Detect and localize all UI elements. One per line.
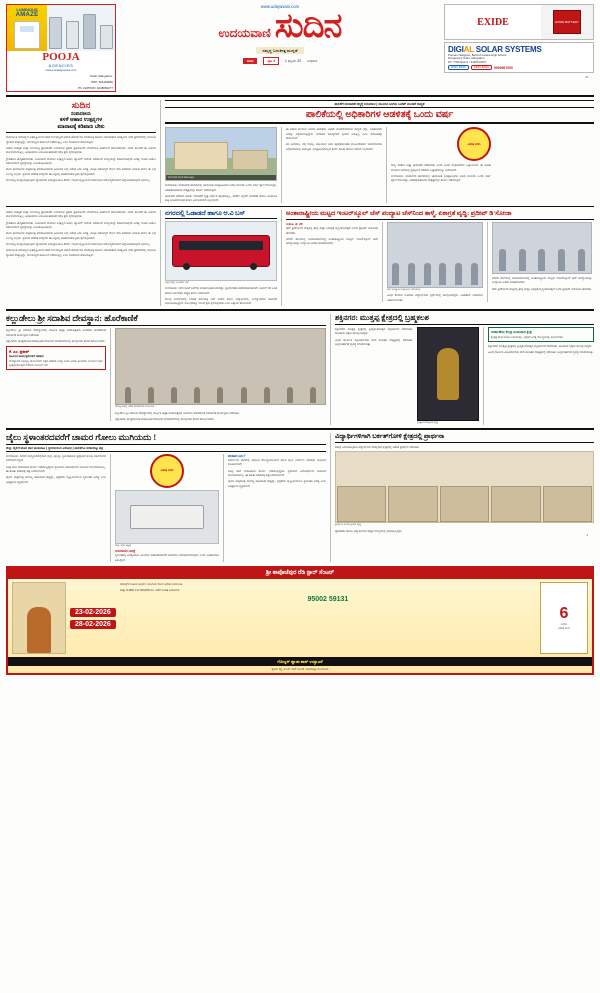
- shaktinagar-rule: [335, 324, 594, 325]
- content-area: [0, 97, 600, 562]
- luminous-amaze-badge: [7, 5, 47, 51]
- masthead-weekday: ಬುಧವಾರ: [306, 59, 318, 63]
- masthead-price-label: ಸುದಿನ: [243, 58, 258, 64]
- editorial-para-6: ಆಹಾರ ಸುರಕ್ಷತೆ ಮತ್ತು ಗುಣಮಟ್ಟ ಪ್ರಾಧಿಕಾರದ ನಿಯಮಗಳ ಪ್ರಕಾರ ಪ್ರತಿಯೊಂದು ಮಳಿಗೆಯೂ ಪರವಾನಿಗೆ ಹೊಂದಿರಬೇಕು. ಆದರೆ ಹಲವೆಡೆ ಈ ನಿಯಮ ಪಾಲನೆಯಾಗುತ್ತಿಲ್ಲ. ಅಧಿಕಾರಿಗಳು ನಿಯಮಿತ ತಪಾಸಣೆ ನಡೆಸಿ ಕ್ರಮ ಕೈಗೊಳ್ಳಬೇಕು.: [6, 209, 156, 219]
- jail-photo: [115, 490, 219, 544]
- temple-col-a: [6, 328, 106, 421]
- editorial-para-2: ಆಹಾರ ಸುರಕ್ಷತೆ ಮತ್ತು ಗುಣಮಟ್ಟ ಪ್ರಾಧಿಕಾರದ ನಿಯಮಗಳ ಪ್ರಕಾರ ಪ್ರತಿಯೊಂದು ಮಳಿಗೆಯೂ ಪರವಾನಿಗೆ ಹೊಂದಿರಬೇಕು. ಆದರೆ ಹಲವೆಡೆ ಈ ನಿಯಮ ಪಾಲನೆಯಾಗುತ್ತಿಲ್ಲ. ಅಧಿಕಾರಿಗಳು ನಿಯಮಿತ ತಪಾಸಣೆ ನಡೆಸಿ ಕ್ರಮ ಕೈಗೊಳ್ಳಬೇಕು.: [6, 145, 156, 155]
- chess-col-a: [286, 222, 378, 302]
- lead-para-6: ಮಂಗಳೂರು: ಮಹಾನಗರ ಪಾಲಿಕೆಯಲ್ಲಿ ಚುನಾಯಿತ ಜನಪ್ರತಿನಿಧಿಗಳ ಅವಧಿ ಮುಗಿದು ಒಂದು ವರ್ಷ ಪೂರ್ಣಗೊಂಡಿದ್ದು, ಆಡಳಿತಾಧಿಕಾರಿಗಳ ನೇತೃತ್ವದಲ್ಲೇ ಕಾರ್ಯ ನಡೆಯುತ್ತಿದೆ.: [391, 174, 491, 183]
- temple-sidebar-title: ಕೆ. ಎಂ. ಪ್ರಕಾಶ್: [9, 349, 30, 355]
- masthead-datebar: [243, 57, 318, 65]
- section-divider-1: [6, 206, 594, 207]
- story-students: [330, 433, 594, 563]
- masthead-pages: ಪುಟ 4: [263, 57, 279, 65]
- exide-battery-image: [541, 5, 593, 39]
- editorial-rule: [6, 132, 156, 133]
- editorial-continued: [6, 210, 156, 306]
- jail-sub-body-2: ಪರ್ಯಾಯ ಜಾಗದಲ್ಲಿ ಆಧುನಿಕ ಸೌಲಭ್ಯಗಳೊಂದಿಗೆ ಹೊಸ ಜೈಲು ನಿರ್ಮಾಣ ಮಾಡುವ ಯೋಜನೆ ರೂಪಿಸಲಾಗಿದೆ.: [228, 457, 326, 467]
- editorial-para-8: ಶಾಲಾ ಕಾಲೇಜುಗಳ ಸುತ್ತಮುತ್ತ ಮಾರಾಟವಾಗುವ ತಿನಿಸುಗಳ ಬಗ್ಗೆ ವಿಶೇಷ ನಿಗಾ ಅಗತ್ಯ. ಮಕ್ಕಳ ಆರೋಗ್ಯದ ಮೇಲೆ ನೇರ ಪರಿಣಾಮ ಬೀರುವ ಕಾರಣ ಈ ಬಗ್ಗೆ ನಿರ್ಲಕ್ಷ್ಯ ಸಲ್ಲದು. ಸ್ಥಳೀಯ ಆಡಳಿತ ಸಂಸ್ಥೆಗಳು ಈ ನಿಟ್ಟಿನಲ್ಲಿ ಪರಿಣಾಮಕಾರಿ ಕ್ರಮ ಕೈಗೊಳ್ಳಬೇಕಿದೆ.: [6, 231, 156, 240]
- temple-row: [6, 328, 326, 421]
- solar-address1: Poonam Saligram, Behind Canara High School,: [448, 53, 508, 57]
- masthead: [0, 0, 600, 94]
- jail-deck: ಜಿಲ್ಲಾ ಜೈಲಿಗೆ ಹೊಸ ಜಾಗ ಹುಡುಕಾಟ | ಸ್ಥಳೀಯರಿಂದ ವಿರೋಧ | ಪಾಲಿಕೆಗೂ ಸರಕಾರಕ್ಕೂ ಪತ್ರ: [6, 444, 326, 452]
- bottom-ad-offer-line-2: ಮತ್ತು 6,000 ರಿಂದ 60,000 ರೂ. ವರೆಗೆ ಉಚಿತ ಬಹುಮಾನ: [119, 588, 180, 593]
- bottom-ad-model-image: [12, 582, 66, 654]
- chess-rule: [286, 219, 594, 220]
- brand-name: ಸುದಿನ: [274, 8, 342, 45]
- editorial-title-2: ಮಾರಾಟಕ್ಕೆ ಕಡಿವಾಣ ಬೇಕು: [57, 123, 105, 130]
- solar-title-part1: DIGI: [448, 45, 464, 54]
- bottom-ad-days-box: [540, 582, 588, 654]
- jail-photo-caption: ಜಿಲ್ಲಾ ಜೈಲು ಕಟ್ಟಡ: [115, 543, 131, 547]
- masthead-date: 1 ಫೆಬ್ರವರಿ 23: [285, 59, 301, 63]
- ad-exide[interactable]: [444, 4, 594, 40]
- editorial-para-5: ಗುಣಮಟ್ಟ ಕಾಯ್ದುಕೊಳ್ಳುವುದು ವ್ಯಾಪಾರಿಗಳ ಜವಾಬ್ದಾರಿಯೂ ಹೌದು. ಲಾಭದ ದೃಷ್ಟಿಯಿಂದ ಸಾರ್ವಜನಿಕ ಆರೋಗ್ಯದೊಂದಿಗೆ ಚೆಲ್ಲಾಟವಾಡುವುದು ಸರಿಯಲ್ಲ.: [6, 177, 151, 182]
- lead-para-5: ರಾಜ್ಯ ಸರಕಾರ ಶೀಘ್ರ ಚುನಾವಣೆ ನಡೆಸಬೇಕು ಎಂದು ವಿವಿಧ ಸಂಘಟನೆಗಳು ಒತ್ತಾಯಿಸಿವೆ. ಈ ಕುರಿತು ಮುಂದಿನ ದಿನಗಳಲ್ಲಿ ಪ್ರತಿಭಟನೆ ನಡೆಸುವ ಎಚ್ಚರಿಕೆಯನ್ನೂ ನೀಡಲಾಗಿದೆ.: [391, 163, 491, 172]
- temple-photo: [115, 328, 326, 405]
- bottom-ad-dates: [70, 582, 116, 654]
- bottom-ad-offer: [120, 582, 536, 654]
- chess-para-1: ಚೆಸ್ ಕ್ರೀಡೆಯಿಂದ ಮಕ್ಕಳಲ್ಲಿ ತಾಳ್ಮೆ ಮತ್ತು ಏಕಾಗ್ರತೆ ವೃದ್ಧಿಯಾಗುತ್ತದೆ ಎಂದು ಪ್ರದೀಪ್ ಡಿ'ಸೋಜಾ ಹೇಳಿದರು.: [286, 226, 378, 235]
- students-headline: ವಿದ್ಯಾರ್ಥಿಗಳಿಗಾಗಿ ಬರ್ಕತ್‌ಗೋಳಿ ಕ್ಷೇತ್ರದಲ್ಲಿ ಪ್ರಾರ್ಥನಾ: [335, 432, 445, 440]
- solar-title-part3: SOLAR SYSTEMS: [473, 45, 542, 54]
- exide-name: EXIDE: [477, 16, 509, 28]
- jail-sub-head-2: ಪರಿಹಾರ ಏನು?: [228, 453, 246, 458]
- bottom-ad-phone[interactable]: 95002 59131: [307, 596, 349, 604]
- story-jail: [6, 433, 326, 563]
- lead-para-3: ಈ ನಡುವೆ ಮುಂದಿನ ತಿಂಗಳು ಪಾಲಿಕೆಯ ಬಜೆಟ್ ಮಂಡನೆಯಾಗುವ ಸಾಧ್ಯತೆ ಇದ್ದು, ಅಧಿಕಾರಿಗಳೇ ಅದನ್ನು ಸಿದ್ಧಪಡಿಸುತ್ತಿದ್ದಾರೆ. ನಾಗರಿಕರ ಸಮಸ್ಯೆಗಳಿಗೆ ಸ್ಪಂದನೆ ಸಿಗುತ್ತಿಲ್ಲ ಎಂಬ ಆರೋಪವೂ ಕೇಳಿಬಂದಿದೆ.: [286, 127, 382, 141]
- shaktinagar-sidebar: [488, 327, 594, 342]
- section-middle: [6, 210, 594, 306]
- bottom-ad-footer: ಗೋಲ್ಡನ್ ಪ್ಲಾಜಾ ಶಾಪ್ ಉದ್ಘಾಟನೆ: [8, 657, 592, 666]
- jail-para-5: ಜೈಲಿನ ಸುತ್ತಮುತ್ತ ವಾಣಿಜ್ಯ ಚಟುವಟಿಕೆ ಹೆಚ್ಚಿದ್ದು, ಭದ್ರತೆಯ ದೃಷ್ಟಿಯಿಂದಲೂ ಸ್ಥಳಾಂತರ ಅಗತ್ಯ ಎಂಬ ಅಭಿಪ್ರಾಯ ವ್ಯಕ್ತವಾಗಿದೆ.: [228, 479, 326, 488]
- bottom-ad-date-1: 23-02-2026: [70, 608, 116, 617]
- jail-para-2: ಸೂಕ್ತ ಜಾಗ ಗುರುತಿಸುವ ಕಾರ್ಯ ನಡೆಯುತ್ತಿದ್ದರೂ ಸ್ಥಳೀಯರ ವಿರೋಧದಿಂದ ಯೋಜನೆ ಮುಂದುವರಿದಿಲ್ಲ. ಈ ಕುರಿತು ಸರಕಾರಕ್ಕೆ ಪತ್ರ ಬರೆಯಲಾಗಿದೆ.: [6, 464, 106, 473]
- bottom-ad-address: ಸ್ಟೇಶನ್ ರಸ್ತೆ, ಕೆ.ಎಸ್. ರಾವ್ ರೋಡ್, ಹಂಪನಕಟ್ಟೆ, ಮಂಗಳೂರು: [271, 667, 329, 672]
- ad-pooja-agencies[interactable]: [6, 4, 116, 92]
- shaktinagar-photo: [417, 327, 479, 421]
- shaktinagar-col-a: [335, 327, 413, 425]
- chess-photo: [387, 222, 483, 288]
- editorial-para-4: ಶಾಲಾ ಕಾಲೇಜುಗಳ ಸುತ್ತಮುತ್ತ ಮಾರಾಟವಾಗುವ ತಿನಿಸುಗಳ ಬಗ್ಗೆ ವಿಶೇಷ ನಿಗಾ ಅಗತ್ಯ. ಮಕ್ಕಳ ಆರೋಗ್ಯದ ಮೇಲೆ ನೇರ ಪರಿಣಾಮ ಬೀರುವ ಕಾರಣ ಈ ಬಗ್ಗೆ ನಿರ್ಲಕ್ಷ್ಯ ಸಲ್ಲದು. ಸ್ಥಳೀಯ ಆಡಳಿತ ಸಂಸ್ಥೆಗಳು ಈ ನಿಟ್ಟಿನಲ್ಲಿ ಪರಿಣಾಮಕಾರಿ ಕ್ರಮ ಕೈಗೊಳ್ಳಬೇಕಿದೆ.: [6, 167, 156, 176]
- ad-pooja-sub: AGENCIES: [48, 63, 74, 68]
- bottom-ad-date-2: 28-02-2026: [70, 620, 116, 629]
- lead-para-1: ಮಂಗಳೂರು: ಮಹಾನಗರ ಪಾಲಿಕೆಯಲ್ಲಿ ಚುನಾಯಿತ ಜನಪ್ರತಿನಿಧಿಗಳ ಅವಧಿ ಮುಗಿದು ಒಂದು ವರ್ಷ ಪೂರ್ಣಗೊಂಡಿದ್ದು, ಆಡಳಿತಾಧಿಕಾರಿಗಳ ನೇತೃತ್ವದಲ್ಲೇ ಕಾರ್ಯ ನಡೆಯುತ್ತಿದೆ.: [165, 183, 277, 192]
- temple-para-1: ಕಲ್ಲುಡೇಲು ಶ್ರೀ ಸದಾಶಿವ ದೇವಸ್ಥಾನದಲ್ಲಿ ವಾರ್ಷಿಕ ಜಾತ್ರಾ ಮಹೋತ್ಸವದ ಅಂಗವಾಗಿ ಹೊರೆಕಾಣಿಕೆ ಸಮರ್ಪಣೆ ಕಾರ್ಯಕ್ರಮ ನಡೆಯಿತು.: [6, 328, 106, 337]
- jail-para-4: ಸೂಕ್ತ ಜಾಗ ಗುರುತಿಸುವ ಕಾರ್ಯ ನಡೆಯುತ್ತಿದ್ದರೂ ಸ್ಥಳೀಯರ ವಿರೋಧದಿಂದ ಯೋಜನೆ ಮುಂದುವರಿದಿಲ್ಲ. ಈ ಕುರಿತು ಸರಕಾರಕ್ಕೆ ಪತ್ರ ಬರೆಯಲಾಗಿದೆ.: [228, 468, 326, 477]
- editorial-para-3: ಗ್ರಾಹಕರೂ ಜಾಗೃತರಾಗಬೇಕು. ಖರೀದಿಸುವ ಮೊದಲು ಉತ್ಪನ್ನದ ಅವಧಿ, ಪ್ಯಾಕಿಂಗ್ ದಿನಾಂಕ, ಪರವಾನಿಗೆ ಸಂಖ್ಯೆಯನ್ನು ಪರಿಶೀಲಿಸುವುದು ಅಗತ್ಯ. ದೂರು ನೀಡಲು ಸಹಾಯವಾಣಿ ವ್ಯವಸ್ಥೆಯನ್ನು ಬಳಸಿಕೊಳ್ಳಬಹುದು.: [6, 156, 156, 165]
- chess-para-4: ನಗರದ ಶಾಲೆಯಲ್ಲಿ ಆಯೋಜಿಸಲಾಗಿದ್ದ ಅಂತಾರಾಷ್ಟ್ರೀಯ ಮಟ್ಟದ ಇಂಟರ್‌ಸ್ಕೂಲ್ ಚೆಸ್ ಪಂದ್ಯಾಟವನ್ನು ಉದ್ಘಾಟಿಸಿ ಅವರು ಮಾತನಾಡಿದರು.: [492, 275, 592, 285]
- lead-col-a: [165, 127, 277, 202]
- chess-col-c: [487, 222, 592, 302]
- story-bus: [160, 210, 277, 306]
- jail-col-c: [223, 454, 326, 562]
- temple-para-3: ಕಲ್ಲುಡೇಲು ಶ್ರೀ ಸದಾಶಿವ ದೇವಸ್ಥಾನದಲ್ಲಿ ವಾರ್ಷಿಕ ಜಾತ್ರಾ ಮಹೋತ್ಸವದ ಅಂಗವಾಗಿ ಹೊರೆಕಾಣಿಕೆ ಸಮರ್ಪಣೆ ಕಾರ್ಯಕ್ರಮ ನಡೆಯಿತು.: [115, 410, 240, 415]
- exide-logo: [445, 5, 541, 39]
- temple-rule: [6, 325, 326, 326]
- bottom-ad-body: [8, 579, 592, 657]
- ad-pooja-name: POOJA: [42, 51, 80, 63]
- battery-graphic: EXIDE BATTERY: [553, 10, 581, 34]
- jail-para-3: ಜೈಲಿನ ಸುತ್ತಮುತ್ತ ವಾಣಿಜ್ಯ ಚಟುವಟಿಕೆ ಹೆಚ್ಚಿದ್ದು, ಭದ್ರತೆಯ ದೃಷ್ಟಿಯಿಂದಲೂ ಸ್ಥಳಾಂತರ ಅಗತ್ಯ ಎಂಬ ಅಭಿಪ್ರಾಯ ವ್ಯಕ್ತವಾಗಿದೆ.: [6, 475, 106, 484]
- chess-para-2: ನಗರದ ಶಾಲೆಯಲ್ಲಿ ಆಯೋಜಿಸಲಾಗಿದ್ದ ಅಂತಾರಾಷ್ಟ್ರೀಯ ಮಟ್ಟದ ಇಂಟರ್‌ಸ್ಕೂಲ್ ಚೆಸ್ ಪಂದ್ಯಾಟವನ್ನು ಉದ್ಘಾಟಿಸಿ ಅವರು ಮಾತನಾಡಿದರು.: [286, 236, 378, 246]
- bottom-ad-days-number: 6: [559, 605, 569, 623]
- shaktinagar-para-2: ವಿವಿಧ ಧಾರ್ಮಿಕ ವಿಧಿವಿಧಾನಗಳು ವೇದ ಪಂಡಿತರ ನೇತೃತ್ವದಲ್ಲಿ ನಡೆಯಿತು. ಅನ್ನಸಂತರ್ಪಣೆ ವ್ಯವಸ್ಥೆ ಮಾಡಲಾಗಿತ್ತು.: [335, 337, 413, 347]
- shaktinagar-photo-caption: ಬ್ರಹ್ಮಕಲಶೋತ್ಸವದ ದೃಶ್ಯ: [417, 421, 438, 425]
- ad-pooja-opp: OPP: ADHARMA: [90, 80, 113, 84]
- jail-special-report-badge: ವಿಶೇಷ ವರದಿ: [150, 454, 184, 488]
- shaktinagar-col-c: [483, 327, 594, 425]
- editorial-para-7: ಗ್ರಾಹಕರೂ ಜಾಗೃತರಾಗಬೇಕು. ಖರೀದಿಸುವ ಮೊದಲು ಉತ್ಪನ್ನದ ಅವಧಿ, ಪ್ಯಾಕಿಂಗ್ ದಿನಾಂಕ, ಪರವಾನಿಗೆ ಸಂಖ್ಯೆಯನ್ನು ಪರಿಶೀಲಿಸುವುದು ಅಗತ್ಯ. ದೂರು ನೀಡಲು ಸಹಾಯವಾಣಿ ವ್ಯವಸ್ಥೆಯನ್ನು ಬಳಸಿಕೊಳ್ಳಬಹುದು.: [6, 220, 156, 229]
- jail-headline: ಜೈಲು ಸ್ಥಳಾಂತರದವರೆಗೆ ಚಾಮರ ಗೋಲು ಮುಗಿಯದು !: [6, 431, 157, 442]
- temple-sidebar: [6, 346, 106, 370]
- masthead-title-block: [121, 4, 439, 92]
- chess-headline: ಅಂತಾರಾಷ್ಟ್ರೀಯ ಮಟ್ಟದ ಇಂಟರ್‌ಸ್ಕೂಲ್ ಚೆಸ್ ಪಂದ್ಯಾಟ ಚೆಸ್‌ನಿಂದ ತಾಳ್ಮೆ, ಏಕಾಗ್ರತೆ ವೃದ್ಧಿ: ಪ್ರದೀಪ್ ಡಿ'ಸೋಜಾ: [286, 209, 512, 217]
- ad-right-block: [444, 4, 594, 92]
- chess-para-5: ಚೆಸ್ ಕ್ರೀಡೆಯಿಂದ ಮಕ್ಕಳಲ್ಲಿ ತಾಳ್ಮೆ ಮತ್ತು ಏಕಾಗ್ರತೆ ವೃದ್ಧಿಯಾಗುತ್ತದೆ ಎಂದು ಪ್ರದೀಪ್ ಡಿ'ಸೋಜಾ ಹೇಳಿದರು.: [492, 286, 592, 291]
- shaktinagar-headline: ಶಕ್ತಿನಗರ: ಮುತ್ತಪ್ಪ ಕ್ಷೇತ್ರದಲ್ಲಿ ಬ್ರಹ್ಮಕಲಶ: [335, 312, 429, 322]
- jail-sub-head: ಅನುದಾನದ ನಿರೀಕ್ಷೆ: [115, 549, 136, 554]
- bus-para-1: ಮಂಗಳೂರು: ನಗರ ಸಾರಿಗೆ ಬಸ್‌ಗಳ ಸಂಚಾರ ಕಡಿಮೆಯಾಗಿದ್ದು, ಪ್ರಯಾಣಿಕರು ಪರದಾಡುವಂತಾಗಿದೆ. ಡೀಸೆಲ್ ದರ ಏರಿಕೆ ಹಾಗೂ ನಿರ್ವಹಣಾ ವೆಚ್ಚದ ಕಾರಣ ನೀಡಲಾಗಿದೆ.: [165, 286, 277, 295]
- students-rule: [335, 442, 594, 443]
- section-top: [6, 100, 594, 203]
- ad-pooja-website[interactable]: www.poojaagencies.com: [45, 68, 77, 72]
- section-divider-3: [6, 428, 594, 430]
- jail-col-b: [110, 454, 219, 562]
- solar-phone: 9900967000: [494, 65, 513, 70]
- bus-photo: [165, 221, 277, 281]
- amaze-line2: AMAZE: [15, 12, 39, 18]
- shaktinagar-col-b: [417, 327, 479, 425]
- bank-chip-1: HDFC BANK: [448, 65, 469, 70]
- solar-bank-row: [448, 65, 590, 70]
- bus-para-2: ಹಲವು ಮಾರ್ಗಗಳಲ್ಲಿ ನಿಗದಿತ ಸಮಯಕ್ಕೆ ಬಸ್ ಬಾರದ ಕಾರಣ ವಿದ್ಯಾರ್ಥಿಗಳು, ಉದ್ಯೋಗಿಗಳು ತೊಂದರೆ ಅನುಭವಿಸುತ್ತಿದ್ದಾರೆ. ಸಂಬಂಧಪಟ್ಟ ಇಲಾಖೆ ಕ್ರಮ ಕೈಗೊಳ್ಳಬೇಕು ಎಂಬ ಒತ್ತಾಯ ಕೇಳಿಬಂದಿದೆ.: [165, 297, 277, 306]
- ad-pooja-phone-row: [7, 85, 115, 91]
- shaktinagar-side-head: ಆಕರ್ಷಣೆಯ ಕೇಂದ್ರ ಬಿಂದುವಾದ ಕ್ಷೇತ್ರ: [491, 330, 532, 335]
- page-number: 4: [586, 532, 588, 537]
- section-divider-2: [6, 309, 594, 311]
- temple-col-b: [110, 328, 326, 421]
- story-temple: [6, 314, 326, 425]
- ad-pooja-phone: Ph: 2225709 / 9448054277: [78, 86, 113, 90]
- ad-pooja-text: [7, 51, 115, 73]
- temple-photo-caption: ದೇವಸ್ಥಾನದಲ್ಲಿ ನಡೆದ ಹೊರೆಕಾಣಿಕೆ ಸಮರ್ಪಣೆ: [115, 405, 155, 409]
- jail-row: [6, 454, 326, 562]
- chess-photo-2: [492, 222, 592, 274]
- amaze-line1: LUMINOUS: [16, 7, 38, 12]
- temple-para-4: ಭಕ್ತಾದಿಗಳು ಸಾಂಪ್ರದಾಯಿಕ ವೇಷಭೂಷಣದೊಂದಿಗೆ ಮೆರವಣಿಗೆಯಲ್ಲಿ ಪಾಲ್ಗೊಂಡು ಕಾಣಿಕೆ ಸಮರ್ಪಿಸಿದರು.: [115, 417, 215, 422]
- temple-para-2: ಭಕ್ತಾದಿಗಳು ಸಾಂಪ್ರದಾಯಿಕ ವೇಷಭೂಷಣದೊಂದಿಗೆ ಮೆರವಣಿಗೆಯಲ್ಲಿ ಪಾಲ್ಗೊಂಡು ಕಾಣಿಕೆ ಸಮರ್ಪಿಸಿದರು.: [6, 338, 106, 343]
- students-para-1: ಪರೀಕ್ಷೆ ಎದುರಿಸುತ್ತಿರುವ ವಿದ್ಯಾರ್ಥಿಗಳ ಯಶಸ್ಸಿಗಾಗಿ ಕ್ಷೇತ್ರದಲ್ಲಿ ವಿಶೇಷ ಪ್ರಾರ್ಥನೆ ನಡೆಯಿತು.: [335, 444, 420, 449]
- lead-story: [160, 100, 594, 203]
- solar-phone-line: Ph: 7760131171 / 9448723207: [448, 59, 487, 64]
- ad-digital-solar[interactable]: [444, 42, 594, 73]
- chess-col-b: [382, 222, 483, 302]
- masthead-brand-line: [219, 10, 342, 44]
- editorial-column: [6, 100, 156, 203]
- solar-address2: Dongerkery Katte, Mangaluru: [448, 56, 485, 61]
- lead-headline: ಪಾಲಿಕೆಯಲ್ಲಿ ಅಧಿಕಾರಿಗಳ ಆಡಳಿತಕ್ಕೆ ಒಂದು ವರ್ಷ: [305, 110, 454, 120]
- chess-para-3: ವಿವಿಧ ಶಾಲೆಗಳ ನೂರಾರು ವಿದ್ಯಾರ್ಥಿಗಳು ಸ್ಪರ್ಧೆಯಲ್ಲಿ ಪಾಲ್ಗೊಂಡಿದ್ದರು. ವಿಜೇತರಿಗೆ ಬಹುಮಾನ ವಿತರಿಸಲಾಯಿತು.: [387, 293, 483, 302]
- lead-col-b: [281, 127, 382, 202]
- editorial-logo: ಸುದಿನ: [71, 100, 91, 110]
- shaktinagar-para-4: ವಿವಿಧ ಧಾರ್ಮಿಕ ವಿಧಿವಿಧಾನಗಳು ವೇದ ಪಂಡಿತರ ನೇತೃತ್ವದಲ್ಲಿ ನಡೆಯಿತು. ಅನ್ನಸಂತರ್ಪಣೆ ವ್ಯವಸ್ಥೆ ಮಾಡಲಾಗಿತ್ತು.: [488, 350, 594, 355]
- temple-sidebar-sub: ಧಾರ್ಮಿಕ ಕಾರ್ಯಕ್ರಮಗಳಿಗೆ ಸಹಕಾರ: [9, 354, 44, 359]
- jail-para-1: ಮಂಗಳೂರು: ನಗರದ ಮಧ್ಯಭಾಗದಲ್ಲಿರುವ ಜಿಲ್ಲಾ ಜೈಲನ್ನು ಸ್ಥಳಾಂತರಿಸುವ ಪ್ರಸ್ತಾವನೆ ಹಲವು ವರ್ಷಗಳಿಂದ ನನೆಗುದಿಗೆ ಬಿದ್ದಿದೆ.: [6, 453, 106, 463]
- special-report-badge: ವಿಶೇಷ ವರದಿ: [457, 127, 491, 161]
- editorial-para-9: ಗುಣಮಟ್ಟ ಕಾಯ್ದುಕೊಳ್ಳುವುದು ವ್ಯಾಪಾರಿಗಳ ಜವಾಬ್ದಾರಿಯೂ ಹೌದು. ಲಾಭದ ದೃಷ್ಟಿಯಿಂದ ಸಾರ್ವಜನಿಕ ಆರೋಗ್ಯದೊಂದಿಗೆ ಚೆಲ್ಲಾಟವಾಡುವುದು ಸರಿಯಲ್ಲ.: [6, 241, 151, 246]
- bottom-ad-offer-line-1: ಯಾವುದೇ ರೀತಿಯ ಆಭರಣ ಖರೀದಿಯ ಮೇಲೆ ವಿಶೇಷ ರಿಯಾಯಿತಿ: [119, 582, 183, 587]
- story-chess: [281, 210, 594, 306]
- temple-sidebar-body: ದೇವಸ್ಥಾನದ ಅಭಿವೃದ್ಧಿ ಕಾರ್ಯಗಳಿಗೆ ಭಕ್ತರ ಸಹಕಾರ ಅಗತ್ಯ ಎಂದು ಅವರು ತಿಳಿಸಿದರು. ಮುಂದಿನ ವರ್ಷ ಬ್ರಹ್ಮಕಲಶೋತ್ಸವ ನಡೆಸುವ ಯೋಜನೆ ಇದೆ.: [9, 359, 103, 368]
- students-photo: [335, 451, 594, 523]
- shaktinagar-para-3: ಶಕ್ತಿನಗರದ ಮುತ್ತಪ್ಪ ಕ್ಷೇತ್ರದಲ್ಲಿ ಬ್ರಹ್ಮಕಲಶೋತ್ಸವ ವೈಭವದಿಂದ ನೆರವೇರಿತು. ಸಾವಿರಾರು ಭಕ್ತರು ಪಾಲ್ಗೊಂಡಿದ್ದರು.: [488, 344, 593, 349]
- lead-body-row: [165, 127, 594, 202]
- chess-photo-caption: ಚೆಸ್ ಪಂದ್ಯಾಟ ಉದ್ಘಾಟನಾ ಸಮಾರಂಭ: [387, 287, 421, 291]
- editorial-para-10: ಸಾರ್ವಜನಿಕ ಆರೋಗ್ಯದ ಹಿತದೃಷ್ಟಿಯಿಂದ ಕಳಪೆ ಗುಣಮಟ್ಟದ ಆಹಾರ ಪದಾರ್ಥಗಳ ಮಾರಾಟಕ್ಕೆ ಕಡಿವಾಣ ಹಾಕಬೇಕಾದ ಅಗತ್ಯವಿದೆ. ನಗರ ಪ್ರದೇಶಗಳಲ್ಲಿ ಬೀದಿಬದಿ ವ್ಯಾಪಾರ ಹೆಚ್ಚುತ್ತಿದ್ದು, ಗುಣಮಟ್ಟದ ಪರಿಶೀಲನೆ ನಡೆಯುತ್ತಿಲ್ಲ ಎಂಬ ದೂರುಗಳು ಕೇಳಿಬರುತ್ತಿವೆ.: [6, 248, 156, 257]
- editorial-para-1: ಸಾರ್ವಜನಿಕ ಆರೋಗ್ಯದ ಹಿತದೃಷ್ಟಿಯಿಂದ ಕಳಪೆ ಗುಣಮಟ್ಟದ ಆಹಾರ ಪದಾರ್ಥಗಳ ಮಾರಾಟಕ್ಕೆ ಕಡಿವಾಣ ಹಾಕಬೇಕಾದ ಅಗತ್ಯವಿದೆ. ನಗರ ಪ್ರದೇಶಗಳಲ್ಲಿ ಬೀದಿಬದಿ ವ್ಯಾಪಾರ ಹೆಚ್ಚುತ್ತಿದ್ದು, ಗುಣಮಟ್ಟದ ಪರಿಶೀಲನೆ ನಡೆಯುತ್ತಿಲ್ಲ ಎಂಬ ದೂರುಗಳು ಕೇಳಿಬರುತ್ತಿವೆ.: [6, 135, 156, 144]
- section-temple: [6, 314, 594, 425]
- shaktinagar-side-body: ಕ್ಷೇತ್ರಕ್ಕೆ ಹೊಸ ರೂಪ ನೀಡಲಾಗಿದ್ದು, ಭಕ್ತರಿಗೆ ಅಗತ್ಯ ಸೌಲಭ್ಯಗಳನ್ನು ಕಲ್ಪಿಸಲಾಗಿದೆ.: [491, 335, 564, 340]
- lead-para-2: ಚುನಾವಣೆ ನಡೆಸುವ ಕುರಿತು ಇದುವರೆಗೆ ಸ್ಪಷ್ಟ ನಿರ್ಧಾರ ಹೊರಬಿದ್ದಿಲ್ಲ. ವಾರ್ಡ್ ಪುನರ್ ವಿಂಗಡಣೆ ಹಾಗೂ ಮೀಸಲಾತಿ ಪಟ್ಟಿ ಅಂತಿಮಗೊಳ್ಳದ ಕಾರಣ ವಿಳಂಬವಾಗಿದೆ ಎನ್ನಲಾಗಿದೆ.: [165, 194, 277, 203]
- bottom-advertisement[interactable]: [6, 566, 594, 675]
- bus-rule: [165, 218, 277, 219]
- editorial-title-1: ಕಸಳೆ ಆಹಾರ ಉತ್ಪನ್ನಗಳ: [59, 117, 103, 123]
- masthead-tagline: ಸಮೃದ್ಧ ಬದುಕಿನತ್ತ ಮುನ್ನಡೆ: [256, 47, 303, 54]
- ad-pooja-address: Kadri, Mangalore,: [90, 74, 113, 78]
- ad-pooja-image: [7, 5, 115, 51]
- lead-kicker: ಪಾಲಿಕೆಗೆ ಚುನಾವಣೆ ಸದ್ಯಕ್ಕೆ ಅನುಮಾನ | ಮುಂದಿನ ತಿಂಗಳು ಬಜೆಟ್ ಮಂಡನೆ ಸಾಧ್ಯತೆ: [165, 100, 594, 108]
- bottom-ad-days-label-2: ವಿಶೇಷ ಮೇಳ: [557, 626, 571, 631]
- lead-para-4: ಕಸ ವಿಲೇವಾರಿ, ರಸ್ತೆ ದುರಸ್ತಿ, ಕುಡಿಯುವ ನೀರು ಪೂರೈಕೆಯಂತಹ ಮೂಲಸೌಕರ್ಯ ಕಾಮಗಾರಿಗಳು ನಿಧಾನಗತಿಯಲ್ಲಿ ಸಾಗುತ್ತಿವೆ. ಜನಪ್ರತಿನಿಧಿಗಳಿಲ್ಲದ ಕಾರಣ ದೂರು ಹೇಳಲು ವೇದಿಕೆ ಇಲ್ಲವಾಗಿದೆ.: [286, 142, 382, 151]
- shaktinagar-row: [335, 327, 594, 425]
- chess-body-row: [286, 222, 594, 302]
- section-jail: [6, 433, 594, 563]
- bottom-ad-title: ಶ್ರೀ ಕಾಪೊಜೆಪುರ ರೆಡಿ ಸ್ಟಾರ್ ಸೆಂಟರ್: [8, 568, 592, 579]
- jail-col-a: [6, 454, 106, 562]
- temple-headline: ಕಲ್ಲುಡೇಲು ಶ್ರೀ ಸದಾಶಿವ ದೇವಸ್ಥಾನ: ಹೊರೆಕಾಣಿಕೆ: [6, 312, 138, 323]
- appliance-graphics: [47, 5, 115, 51]
- bus-photo-caption: ನಿಲ್ದಾಣದಲ್ಲಿ ನಿಂತಿರುವ ಬಸ್: [165, 280, 189, 284]
- editorial-label: ಸಂಪಾದಕೀಯ: [71, 111, 91, 116]
- masthead-edition-mark: M: [585, 75, 588, 80]
- lead-col-c: [386, 127, 491, 202]
- story-shaktinagar: [330, 314, 594, 425]
- solar-title-part2: AL: [463, 45, 474, 54]
- lead-rule: [165, 122, 594, 124]
- chess-dateline: ಉಡುಪಿ, ಫೆ. 28:: [286, 221, 304, 226]
- bottom-ad-days-label-1: ದಿನಗಳ: [560, 622, 568, 627]
- jail-sub-body: ಸ್ಥಳಾಂತರಕ್ಕೆ ಅಗತ್ಯವಿರುವ ಅನುದಾನ ಬಿಡುಗಡೆಯಾದರೆ ಕಾಮಗಾರಿ ಆರಂಭಿಸಲಾಗುವುದು ಎಂದು ಅಧಿಕಾರಿಗಳು ತಿಳಿಸಿದ್ದಾರೆ.: [115, 553, 219, 562]
- students-photo-caption: ಪ್ರಾರ್ಥನಾ ಕಾರ್ಯಕ್ರಮದ ದೃಶ್ಯ: [335, 523, 361, 527]
- brand-prefix: ಉದಯವಾಣಿ: [218, 26, 271, 40]
- bus-headline: ನಗರದಲ್ಲಿ ಓಡಾಡದೆ ಹಾಗೂ ಆ.ವಿ ಬಸ್: [165, 209, 246, 217]
- bank-chip-2: HDFC BANK: [471, 65, 492, 70]
- lead-photo: [165, 127, 277, 181]
- shaktinagar-para-1: ಶಕ್ತಿನಗರದ ಮುತ್ತಪ್ಪ ಕ್ಷೇತ್ರದಲ್ಲಿ ಬ್ರಹ್ಮಕಲಶೋತ್ಸವ ವೈಭವದಿಂದ ನೆರವೇರಿತು. ಸಾವಿರಾರು ಭಕ್ತರು ಪಾಲ್ಗೊಂಡಿದ್ದರು.: [335, 327, 413, 336]
- inverter-graphic: [14, 21, 40, 49]
- lead-photo-caption: ಮಹಾನಗರ ಪಾಲಿಕೆ ಕಚೇರಿ ಕಟ್ಟಡ: [166, 175, 276, 180]
- students-para-2: ಪೋಷಕರು ಹಾಗೂ ವಿದ್ಯಾರ್ಥಿಗಳು ಹೆಚ್ಚಿನ ಸಂಖ್ಯೆಯಲ್ಲಿ ಭಾಗವಹಿಸಿದ್ದರು.: [335, 528, 403, 533]
- masthead-website[interactable]: www.udayavani.com: [260, 4, 300, 9]
